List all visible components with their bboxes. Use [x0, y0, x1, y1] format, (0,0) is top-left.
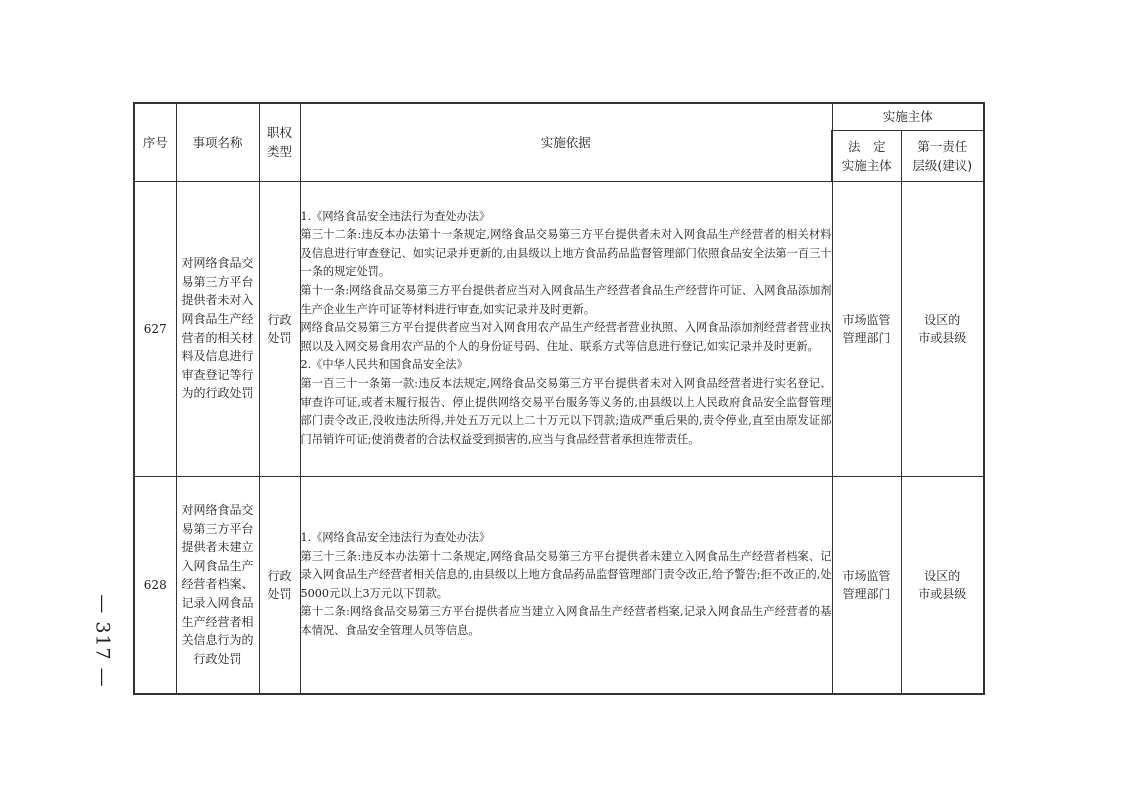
header-item-name: 事项名称 [176, 103, 259, 181]
basis-paragraph: 第十二条:网络食品交易第三方平台提供者应当建立入网食品生产经营者档案,记录入网食品生产经营者的基本情况、食品安全管理人员等信息。 [300, 605, 832, 637]
row-legal-subject: 市场监管 管理部门 [832, 181, 901, 476]
row-item-name: 对网络食品交易第三方平台提供者未建立入网食品生产经营者档案、记录入网食品生产经营者相关信息行为的行政处罚 [176, 476, 259, 694]
header-power-type: 职权 类型 [259, 103, 300, 181]
basis-paragraph: 第三十三条:违反本办法第十二条规定,网络食品交易第三方平台提供者未建立入网食品生产经营者档案、记录入网食品生产经营者相关信息的,由县级以上地方食品药品监督管理部门责令改正,给予警告;拒不改正的,处5000元以上3万元以下罚款。 [300, 549, 832, 600]
regulation-table [133, 102, 985, 695]
header-legal-subject: 法 定 实施主体 [832, 130, 901, 181]
basis-paragraph: 第十一条:网络食品交易第三方平台提供者应当对入网食品生产经营者食品生产经营许可证、入网食品添加剂生产企业生产许可证等材料进行审查,如实记录并及时更新。 [300, 284, 832, 316]
table-row [134, 476, 984, 694]
header-basis: 实施依据 [300, 103, 832, 181]
basis-paragraph: 第三十二条:违反本办法第十一条规定,网络食品交易第三方平台提供者未对入网食品生产经营者的相关材料及信息进行审查登记、如实记录并更新的,由县级以上地方食品药品监督管理部门依照食品安全法第一百三十一条的规定处罚。 [300, 228, 832, 279]
header-subject-group: 实施主体 [832, 103, 984, 130]
table-row [134, 181, 984, 476]
row-power-type: 行政 处罚 [259, 476, 300, 694]
row-item-name: 对网络食品交易第三方平台提供者未对入网食品生产经营者的相关材料及信息进行审查登记等行为的行政处罚 [176, 181, 259, 476]
row-basis [300, 181, 832, 476]
row-basis [300, 476, 832, 694]
page-number: — 317 — [92, 594, 115, 688]
row-power-type: 行政 处罚 [259, 181, 300, 476]
row-seq: 628 [134, 476, 176, 694]
row-first-responsibility: 设区的 市或县级 [901, 476, 984, 694]
basis-paragraph: 网络食品交易第三方平台提供者应当对入网食用农产品生产经营者营业执照、入网食品添加剂经营者营业执照以及入网交易食用农产品的个人的身份证号码、住址、联系方式等信息进行登记,如实记录并及时更新。 [300, 321, 832, 353]
header-seq: 序号 [134, 103, 176, 181]
header-first-responsibility: 第一责任 层级(建议) [901, 130, 984, 181]
row-legal-subject: 市场监管 管理部门 [832, 476, 901, 694]
row-first-responsibility: 设区的 市或县级 [901, 181, 984, 476]
row-seq: 627 [134, 181, 176, 476]
basis-paragraph: 1.《网络食品安全违法行为查处办法》 [300, 209, 491, 223]
basis-paragraph: 2.《中华人民共和国食品安全法》 [300, 358, 468, 372]
basis-paragraph: 1.《网络食品安全违法行为查处办法》 [300, 530, 491, 544]
basis-paragraph: 第一百三十一条第一款:违反本法规定,网络食品交易第三方平台提供者未对入网食品经营者进行实名登记、审查许可证,或者未履行报告、停止提供网络交易平台服务等义务的,由县级以上人民政府食品安全监督管理部门责令改正,没收违法所得,并处五万元以上二十万元以下罚款;造成严重后果的,责令停业,直至由原发证部门吊销许可证;使消费者的合法权益受到损害的,应当与食品经营者承担连带责任。 [300, 376, 832, 446]
